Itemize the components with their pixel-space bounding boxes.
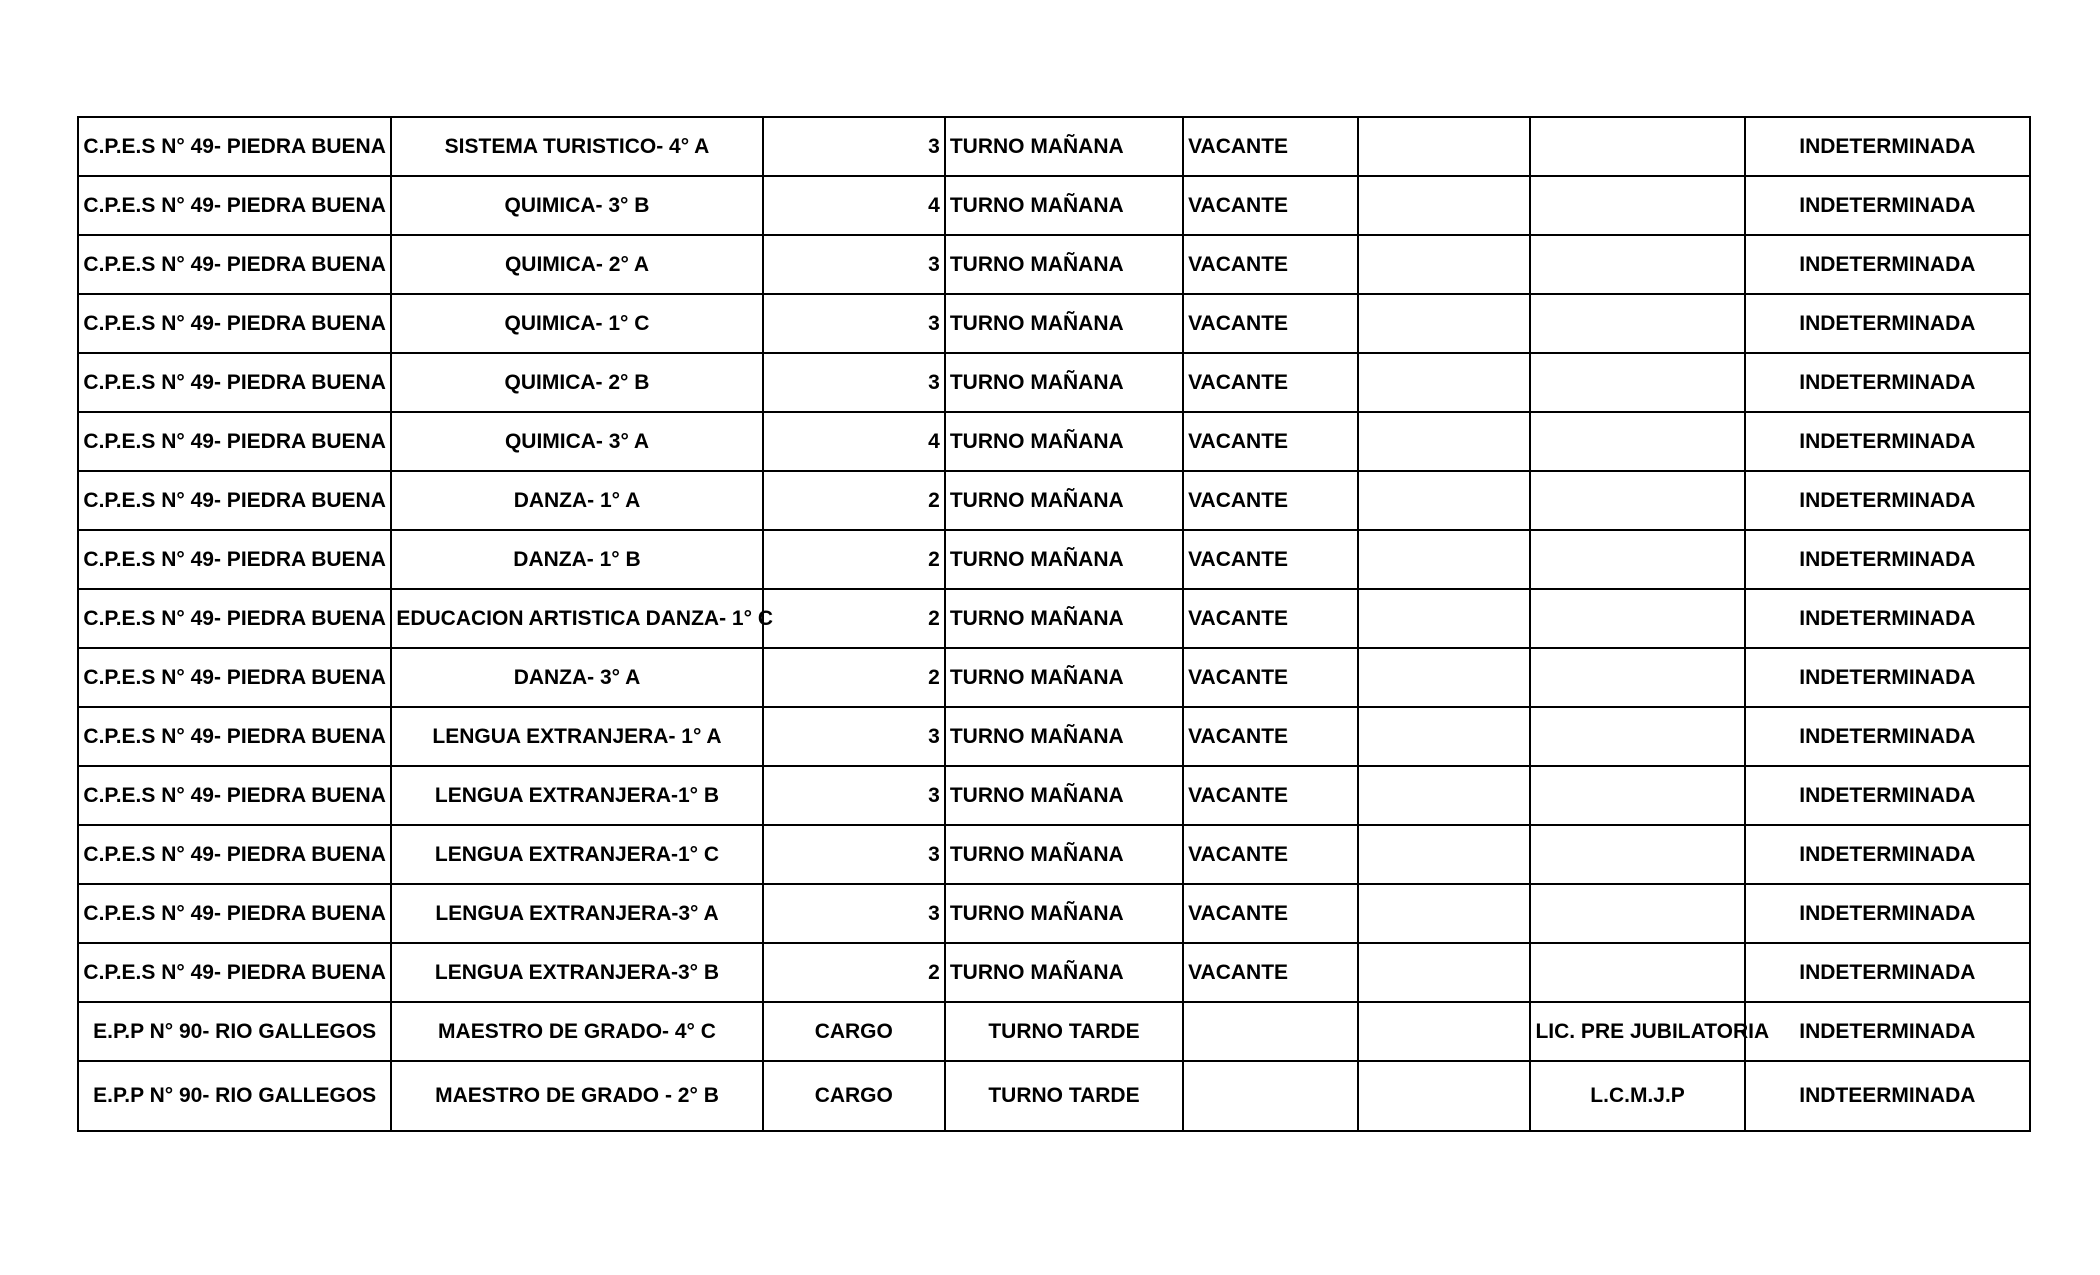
subject-cell: MAESTRO DE GRADO - 2° B [391, 1061, 762, 1131]
term-cell: INDETERMINADA [1745, 884, 2030, 943]
term-cell: INDETERMINADA [1745, 707, 2030, 766]
status-cell: VACANTE [1183, 530, 1358, 589]
term-cell: INDETERMINADA [1745, 825, 2030, 884]
reason-cell [1530, 235, 1744, 294]
school-cell: C.P.E.S N° 49- PIEDRA BUENA [78, 943, 391, 1002]
school-cell: C.P.E.S N° 49- PIEDRA BUENA [78, 766, 391, 825]
empty-cell [1358, 294, 1530, 353]
shift-cell: TURNO MAÑANA [945, 943, 1183, 1002]
subject-cell: LENGUA EXTRANJERA-1° C [391, 825, 762, 884]
status-cell [1183, 1061, 1358, 1131]
hours-cell: 3 [763, 235, 945, 294]
empty-cell [1358, 766, 1530, 825]
subject-cell: LENGUA EXTRANJERA-1° B [391, 766, 762, 825]
school-cell: E.P.P N° 90- RIO GALLEGOS [78, 1002, 391, 1061]
empty-cell [1358, 884, 1530, 943]
hours-cell: 3 [763, 825, 945, 884]
reason-cell [1530, 589, 1744, 648]
hours-cell: 3 [763, 353, 945, 412]
table-row [78, 176, 2030, 235]
subject-cell: LENGUA EXTRANJERA-3° B [391, 943, 762, 1002]
empty-cell [1358, 1061, 1530, 1131]
shift-cell: TURNO MAÑANA [945, 825, 1183, 884]
table-row [78, 648, 2030, 707]
empty-cell [1358, 589, 1530, 648]
table-row [78, 412, 2030, 471]
school-cell: C.P.E.S N° 49- PIEDRA BUENA [78, 589, 391, 648]
status-cell: VACANTE [1183, 707, 1358, 766]
empty-cell [1358, 530, 1530, 589]
term-cell: INDETERMINADA [1745, 176, 2030, 235]
school-cell: C.P.E.S N° 49- PIEDRA BUENA [78, 353, 391, 412]
status-cell: VACANTE [1183, 943, 1358, 1002]
subject-cell: QUIMICA- 2° B [391, 353, 762, 412]
term-cell: INDETERMINADA [1745, 530, 2030, 589]
subject-cell: SISTEMA TURISTICO- 4° A [391, 117, 762, 176]
shift-cell: TURNO TARDE [945, 1061, 1183, 1131]
status-cell: VACANTE [1183, 294, 1358, 353]
table-row [78, 943, 2030, 1002]
vacancy-sheet [77, 116, 2031, 1132]
shift-cell: TURNO MAÑANA [945, 648, 1183, 707]
shift-cell: TURNO MAÑANA [945, 707, 1183, 766]
reason-cell [1530, 707, 1744, 766]
subject-cell: QUIMICA- 2° A [391, 235, 762, 294]
school-cell: C.P.E.S N° 49- PIEDRA BUENA [78, 294, 391, 353]
reason-cell: L.C.M.J.P [1530, 1061, 1744, 1131]
status-cell: VACANTE [1183, 884, 1358, 943]
table-row [78, 707, 2030, 766]
hours-cell: 3 [763, 117, 945, 176]
school-cell: C.P.E.S N° 49- PIEDRA BUENA [78, 530, 391, 589]
empty-cell [1358, 117, 1530, 176]
school-cell: C.P.E.S N° 49- PIEDRA BUENA [78, 884, 391, 943]
subject-cell: EDUCACION ARTISTICA DANZA- 1° C [391, 589, 762, 648]
reason-cell [1530, 294, 1744, 353]
reason-cell [1530, 471, 1744, 530]
status-cell: VACANTE [1183, 825, 1358, 884]
term-cell: INDETERMINADA [1745, 648, 2030, 707]
table-row [78, 530, 2030, 589]
shift-cell: TURNO MAÑANA [945, 471, 1183, 530]
empty-cell [1358, 707, 1530, 766]
reason-cell [1530, 884, 1744, 943]
hours-cell: 2 [763, 589, 945, 648]
reason-cell [1530, 176, 1744, 235]
table-row [78, 117, 2030, 176]
empty-cell [1358, 235, 1530, 294]
school-cell: C.P.E.S N° 49- PIEDRA BUENA [78, 235, 391, 294]
status-cell: VACANTE [1183, 471, 1358, 530]
hours-cell: 2 [763, 530, 945, 589]
empty-cell [1358, 353, 1530, 412]
term-cell: INDETERMINADA [1745, 412, 2030, 471]
status-cell: VACANTE [1183, 766, 1358, 825]
subject-cell: DANZA- 3° A [391, 648, 762, 707]
hours-cell: 2 [763, 648, 945, 707]
reason-cell [1530, 117, 1744, 176]
subject-cell: DANZA- 1° B [391, 530, 762, 589]
table-row [78, 1002, 2030, 1061]
subject-cell: QUIMICA- 1° C [391, 294, 762, 353]
term-cell: INDETERMINADA [1745, 1002, 2030, 1061]
table-row [78, 1061, 2030, 1131]
reason-cell [1530, 943, 1744, 1002]
term-cell: INDETERMINADA [1745, 117, 2030, 176]
vacancy-table [77, 116, 2031, 1132]
hours-cell: 3 [763, 294, 945, 353]
hours-cell: 3 [763, 766, 945, 825]
hours-cell: 2 [763, 471, 945, 530]
shift-cell: TURNO MAÑANA [945, 412, 1183, 471]
school-cell: C.P.E.S N° 49- PIEDRA BUENA [78, 117, 391, 176]
hours-cell: 3 [763, 707, 945, 766]
term-cell: INDETERMINADA [1745, 766, 2030, 825]
hours-cell: 2 [763, 943, 945, 1002]
status-cell: VACANTE [1183, 648, 1358, 707]
term-cell: INDETERMINADA [1745, 294, 2030, 353]
status-cell: VACANTE [1183, 353, 1358, 412]
status-cell: VACANTE [1183, 117, 1358, 176]
reason-cell [1530, 766, 1744, 825]
school-cell: C.P.E.S N° 49- PIEDRA BUENA [78, 648, 391, 707]
table-row [78, 766, 2030, 825]
empty-cell [1358, 943, 1530, 1002]
shift-cell: TURNO MAÑANA [945, 117, 1183, 176]
subject-cell: LENGUA EXTRANJERA-3° A [391, 884, 762, 943]
shift-cell: TURNO MAÑANA [945, 294, 1183, 353]
hours-cell: 4 [763, 176, 945, 235]
subject-cell: DANZA- 1° A [391, 471, 762, 530]
reason-cell [1530, 530, 1744, 589]
school-cell: C.P.E.S N° 49- PIEDRA BUENA [78, 412, 391, 471]
shift-cell: TURNO MAÑANA [945, 176, 1183, 235]
subject-cell: QUIMICA- 3° B [391, 176, 762, 235]
hours-cell: CARGO [763, 1061, 945, 1131]
empty-cell [1358, 825, 1530, 884]
table-row [78, 825, 2030, 884]
school-cell: C.P.E.S N° 49- PIEDRA BUENA [78, 825, 391, 884]
empty-cell [1358, 1002, 1530, 1061]
school-cell: C.P.E.S N° 49- PIEDRA BUENA [78, 707, 391, 766]
hours-cell: 4 [763, 412, 945, 471]
shift-cell: TURNO MAÑANA [945, 589, 1183, 648]
status-cell: VACANTE [1183, 176, 1358, 235]
status-cell: VACANTE [1183, 412, 1358, 471]
empty-cell [1358, 471, 1530, 530]
table-row [78, 471, 2030, 530]
table-row [78, 294, 2030, 353]
subject-cell: LENGUA EXTRANJERA- 1° A [391, 707, 762, 766]
reason-cell [1530, 412, 1744, 471]
shift-cell: TURNO MAÑANA [945, 530, 1183, 589]
reason-cell [1530, 353, 1744, 412]
subject-cell: MAESTRO DE GRADO- 4° C [391, 1002, 762, 1061]
term-cell: INDETERMINADA [1745, 943, 2030, 1002]
table-row [78, 353, 2030, 412]
status-cell: VACANTE [1183, 589, 1358, 648]
empty-cell [1358, 412, 1530, 471]
school-cell: C.P.E.S N° 49- PIEDRA BUENA [78, 176, 391, 235]
hours-cell: CARGO [763, 1002, 945, 1061]
status-cell: VACANTE [1183, 235, 1358, 294]
shift-cell: TURNO TARDE [945, 1002, 1183, 1061]
school-cell: E.P.P N° 90- RIO GALLEGOS [78, 1061, 391, 1131]
status-cell [1183, 1002, 1358, 1061]
table-row [78, 884, 2030, 943]
term-cell: INDETERMINADA [1745, 235, 2030, 294]
term-cell: INDETERMINADA [1745, 589, 2030, 648]
hours-cell: 3 [763, 884, 945, 943]
shift-cell: TURNO MAÑANA [945, 235, 1183, 294]
term-cell: INDETERMINADA [1745, 471, 2030, 530]
shift-cell: TURNO MAÑANA [945, 353, 1183, 412]
subject-cell: QUIMICA- 3° A [391, 412, 762, 471]
school-cell: C.P.E.S N° 49- PIEDRA BUENA [78, 471, 391, 530]
term-cell: INDETERMINADA [1745, 353, 2030, 412]
empty-cell [1358, 648, 1530, 707]
shift-cell: TURNO MAÑANA [945, 884, 1183, 943]
empty-cell [1358, 176, 1530, 235]
reason-cell [1530, 825, 1744, 884]
term-cell: INDTEERMINADA [1745, 1061, 2030, 1131]
table-row [78, 235, 2030, 294]
shift-cell: TURNO MAÑANA [945, 766, 1183, 825]
reason-cell [1530, 648, 1744, 707]
table-row [78, 589, 2030, 648]
reason-cell: LIC. PRE JUBILATORIA [1530, 1002, 1744, 1061]
